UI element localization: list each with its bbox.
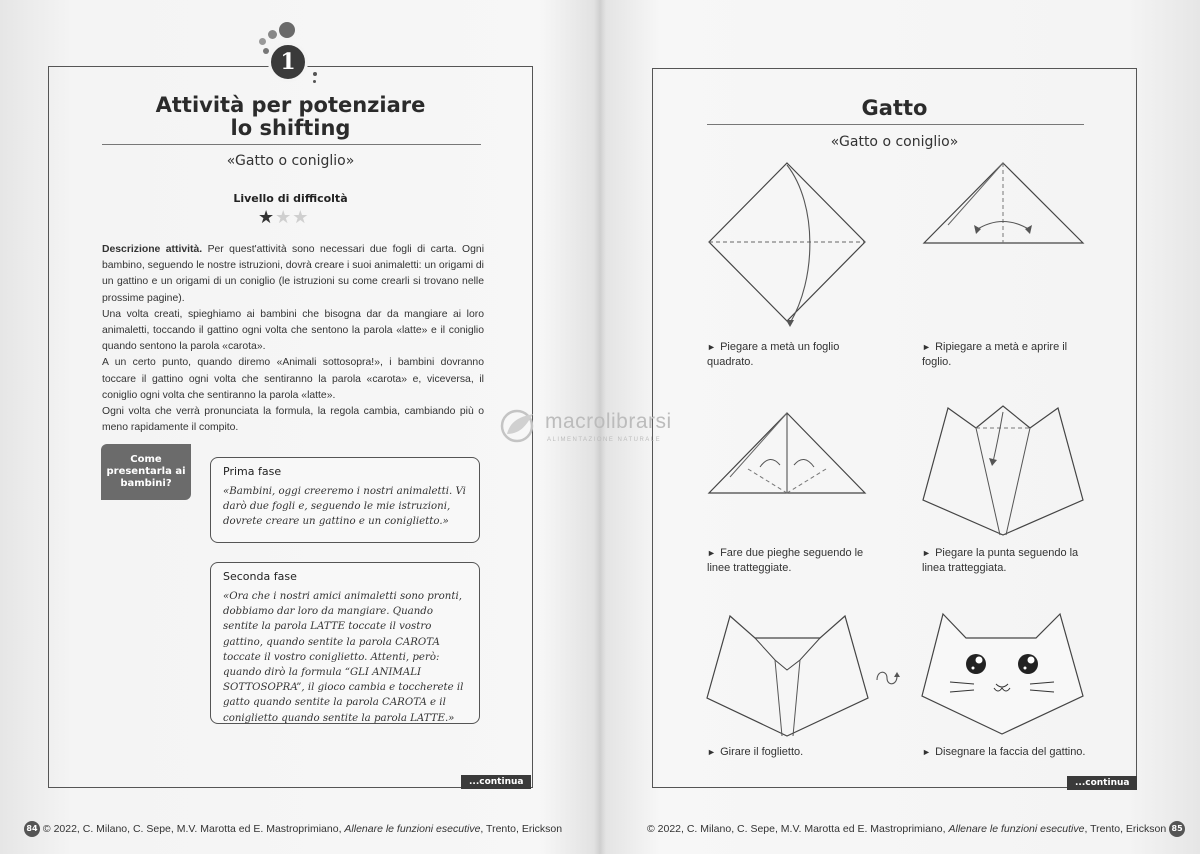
origami-step1-diagram — [700, 155, 875, 335]
continue-label: ...continua — [1067, 776, 1137, 790]
footer-publisher: , Trento, Erickson — [480, 822, 563, 835]
page-title-line1: Attività per potenziare — [155, 93, 426, 117]
phase-title: Seconda fase — [223, 570, 297, 583]
footer-copyright: © 2022, C. Milano, C. Sepe, M.V. Marotta ed E. Mastroprimiano, — [647, 822, 949, 835]
footer-book-title: Allenare le funzioni esecutive — [948, 822, 1085, 835]
bullet-icon: ► — [922, 747, 931, 757]
footer-copyright: © 2022, C. Milano, C. Sepe, M.V. Marotta ed E. Mastroprimiano, — [42, 822, 345, 835]
difficulty-label: Livello di difficoltà — [233, 192, 348, 205]
step4-caption: ► Piegare la punta seguendo la linea tratteggiata. — [922, 547, 1079, 574]
cat-title: Gatto — [861, 96, 928, 120]
activity-description — [102, 242, 484, 436]
page-number: 84 — [24, 821, 40, 837]
phase-title: Prima fase — [223, 465, 282, 478]
footer-left — [24, 821, 562, 837]
activity-number-badge: 1 — [268, 42, 308, 82]
bullet-icon: ► — [707, 747, 716, 757]
origami-step6-cat-face — [918, 608, 1088, 738]
title-rule — [707, 124, 1084, 125]
step6-caption: ► Disegnare la faccia del gattino. — [922, 746, 1086, 758]
continue-label: ...continua — [461, 775, 531, 789]
title-rule — [102, 144, 481, 145]
phase-box-first — [210, 457, 480, 543]
footer-right — [647, 821, 1185, 837]
star-filled-icon: ★ — [258, 207, 276, 228]
phase-text: «Bambini, oggi creeremo i nostri animaletti. Vi darò due fogli e, seguendo le mie istruzioni, dovrete creare un gattino e un coniglietto.» — [223, 486, 466, 528]
origami-step3-diagram — [700, 405, 875, 500]
origami-step2-diagram — [918, 155, 1088, 255]
star-empty-icon: ★ — [292, 207, 310, 228]
star-empty-icon: ★ — [275, 207, 293, 228]
leaf-logo-icon — [497, 408, 541, 444]
description-paragraph: Una volta creati, spieghiamo ai bambini che bisogna dar da mangiare ai loro animaletti, toccando il gattino ogni volta che sentono la parola «latte» e il coniglio quando sentono la parola «carota». — [102, 308, 484, 353]
origami-step5-diagram — [700, 608, 875, 738]
step1-caption: ► Piegare a metà un foglio quadrato. — [707, 341, 840, 368]
footer-publisher: , Trento, Erickson — [1084, 822, 1167, 835]
cat-subtitle: «Gatto o coniglio» — [830, 134, 959, 150]
presentation-tag: Come presentarla ai bambini? — [101, 444, 191, 500]
step3-caption: ► Fare due pieghe seguendo le linee tratteggiate. — [707, 547, 864, 574]
description-lead: Descrizione attività. — [102, 244, 203, 255]
description-paragraph: A un certo punto, quando diremo «Animali sottosopra!», i bambini dovranno toccare il gattino ogni volta che sentiranno la parola «carota» e, viceversa, il coniglio ogni volta che sentiranno la parola «latte». — [102, 357, 484, 401]
description-paragraph: Per quest'attività sono necessari due fogli di carta. Ogni bambino, seguendo le nostre istruzioni, dovrà creare i suoi animaletti: un origami di un gattino e un origami di un coniglio (le istruzioni su come crearli si trovano nelle prossime pagine). — [102, 244, 484, 304]
page-number: 85 — [1169, 821, 1185, 837]
origami-step4-diagram — [918, 400, 1088, 540]
footer-book-title: Allenare le funzioni esecutive — [344, 822, 481, 835]
bullet-icon: ► — [922, 342, 931, 352]
description-paragraph: Ogni volta che verrà pronunciata la formula, la regola cambia, cambiando più o meno rapidamente il compito. — [102, 406, 484, 434]
bullet-icon: ► — [922, 548, 931, 558]
watermark-text: macrolibrarsi — [545, 410, 672, 433]
bullet-icon: ► — [707, 342, 716, 352]
watermark — [497, 408, 672, 448]
activity-subtitle: «Gatto o coniglio» — [226, 153, 355, 169]
flip-icon — [873, 668, 903, 688]
phase-box-second — [210, 562, 480, 724]
step2-caption: ► Ripiegare a metà e aprire il foglio. — [922, 341, 1068, 368]
bullet-icon: ► — [707, 548, 716, 558]
step5-caption: ► Girare il foglietto. — [707, 746, 804, 758]
difficulty-rating — [258, 207, 309, 228]
page-title-line2: lo shifting — [230, 116, 351, 140]
phase-text: «Ora che i nostri amici animaletti sono pronti, dobbiamo dar loro da mangiare. Quando sentite la parola LATTE toccate il vostro gattino, quando sentite la parola CAROTA toccate il vostro coniglietto. Attenti, però: quando dirò la formula “GLI ANIMALI SOTTOSOPRA”, il gioco cambia e toccherete il gatto quando sentite la parola CAROTA e il coniglietto quando sentite la parola LATTE.» — [223, 591, 464, 724]
watermark-subtext: ALIMENTAZIONE NATURALE — [547, 437, 662, 443]
